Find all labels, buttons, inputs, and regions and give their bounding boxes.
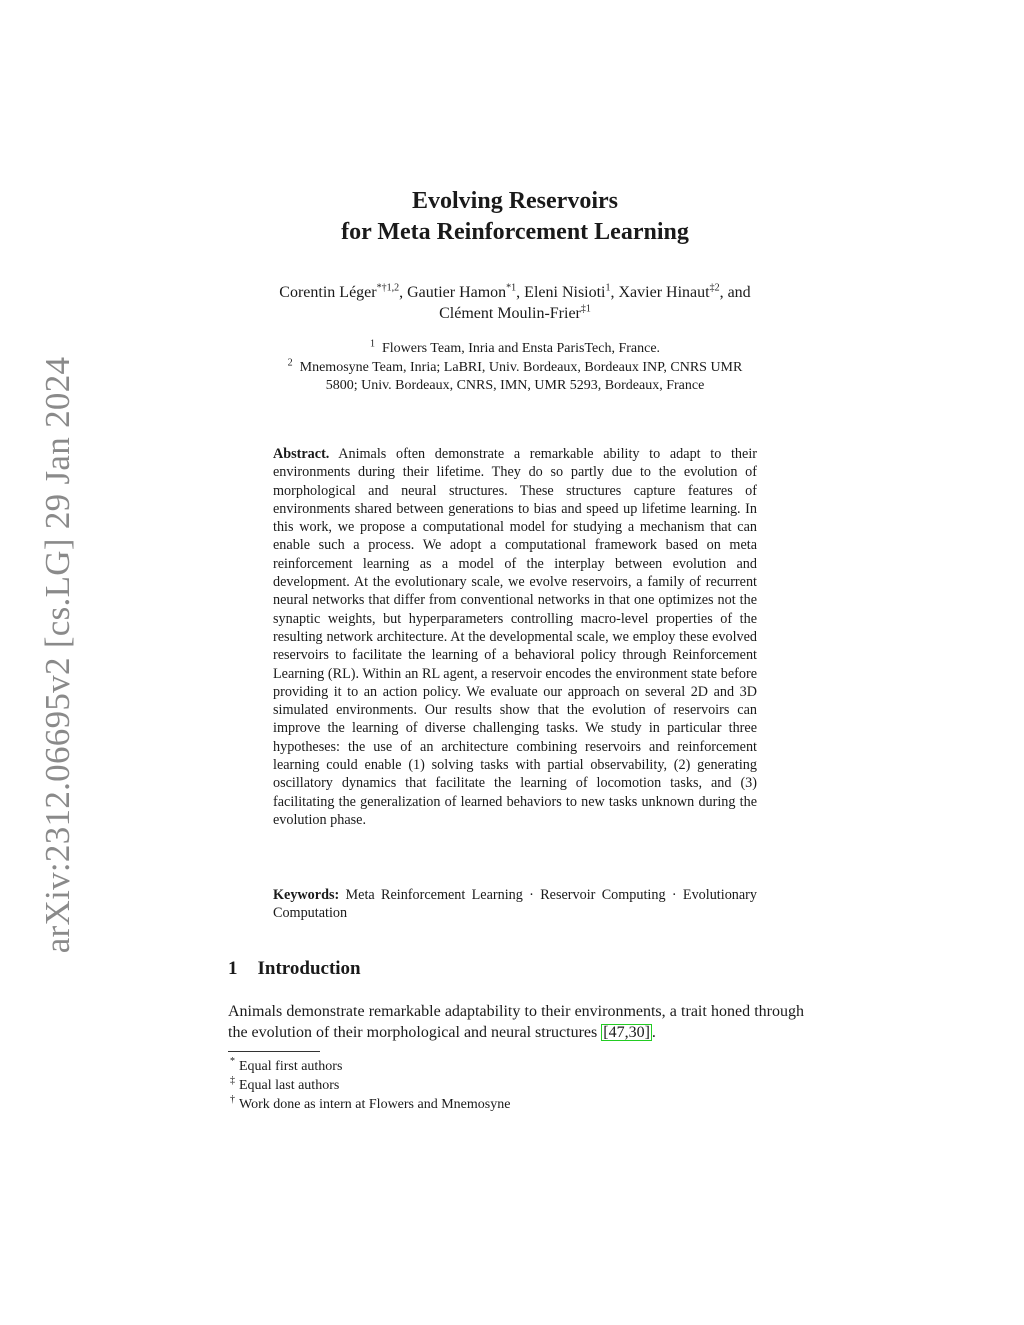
paper-title [0, 186, 1024, 248]
footnote-rule [228, 1051, 320, 1052]
abstract-label: Abstract. [273, 446, 330, 462]
footnote-text: Work done as intern at Flowers and Mnemosyne [239, 1097, 511, 1112]
keywords [273, 886, 757, 923]
citation-ref: 47 [608, 1024, 625, 1041]
affiliation-2-line-1: Mnemosyne Team, Inria; LaBRI, Univ. Bordeaux, Bordeaux INP, CNRS UMR [299, 359, 743, 375]
author-mark: ‡2 [709, 282, 720, 294]
affiliation-mark: 1 [369, 338, 375, 350]
author-mark: *†1,2 [376, 282, 400, 294]
citation-link[interactable]: [47,30] [603, 1024, 650, 1041]
author-mark: 1 [605, 282, 611, 294]
section-heading [228, 958, 361, 980]
intro-paragraph [228, 1001, 804, 1043]
footnote-symbol: * [230, 1056, 235, 1068]
keywords-label: Keywords: [273, 887, 340, 903]
keywords-text: Meta Reinforcement Learning · Reservoir Computing · Evolutionary Computation [273, 887, 757, 922]
abstract [273, 445, 757, 829]
author-name: Xavier Hinaut [618, 284, 710, 301]
author-mark: *1 [506, 282, 517, 294]
footnote-text: Equal last authors [239, 1078, 340, 1093]
author-name: Clément Moulin-Frier [439, 305, 581, 322]
arxiv-sidebar-stamp [18, 350, 98, 960]
title-line-1: Evolving Reservoirs [412, 188, 618, 214]
author-mark: ‡1 [580, 303, 591, 315]
footnote-symbol: ‡ [230, 1075, 235, 1087]
author-name: Gautier Hamon [407, 284, 507, 301]
footnote-symbol: † [230, 1094, 235, 1106]
section-number: 1 [228, 958, 238, 979]
affiliation-mark: 2 [287, 356, 293, 368]
affiliation-2-line-2: 5800; Univ. Bordeaux, CNRS, IMN, UMR 5293, Bordeaux, France [325, 378, 705, 393]
footnote [230, 1057, 510, 1076]
author-conjunction: , and [719, 284, 751, 301]
affiliations [0, 340, 1024, 396]
author-list: Corentin Léger$^{*\dagger 1,2}$, Gautier Hamon$^{*1}$, Eleni Nisioti$^1$, Xavier Hinaut$^{\ddagger 2}$, and Clément Moulin-Frier$^{\ddagger 1}$ [279, 282, 751, 322]
footnotes [230, 1057, 510, 1114]
citation-ref: 30 [628, 1024, 645, 1041]
affiliation-1: Flowers Team, Inria and Ensta ParisTech, France. [381, 341, 661, 356]
footnote [230, 1076, 510, 1095]
author-name: Eleni Nisioti [524, 284, 606, 301]
title-line-2: for Meta Reinforcement Learning [341, 219, 689, 245]
footnote [230, 1095, 510, 1114]
arxiv-id: arXiv:2312.06695v2 [cs.LG] 29 Jan 2024 [38, 356, 77, 954]
intro-text: Animals demonstrate remarkable adaptability to their environments, a trait honed through the evolution of their morphological and neural structures [228, 1003, 804, 1041]
footnote-text: Equal first authors [239, 1059, 343, 1074]
author-name: Corentin Léger [279, 284, 377, 301]
intro-end: . [651, 1024, 656, 1041]
section-title: Introduction [257, 958, 361, 979]
citation-separator: , [624, 1024, 629, 1041]
abstract-text: Animals often demonstrate a remarkable ability to adapt to their environments during their lifetime. They do so partly due to the evolution of morphological and neural structures. These structures capture features of environments shared between generations to bias and speed up lifetime learning. In this work, we propose a computational model for studying a mechanism that can enable such a process. We adopt a computational framework based on meta reinforcement learning as a model of the interplay between evolution and development. At the evolutionary scale, we evolve reservoirs, a family of recurrent neural networks that differ from conventional networks in that one optimizes not the synaptic weights, but hyperparameters controlling macro-level properties of the resulting network architecture. At the developmental scale, we employ these evolved reservoirs to facilitate the learning of a behavioral policy through Reinforcement Learning (RL). Within an RL agent, a reservoir encodes the environment state before providing it to an action policy. We evaluate our approach on several 2D and 3D simulated environments. Our results show that the evolution of reservoirs can improve the learning of diverse challenging tasks. We study in particular three hypotheses: the use of an architecture combining reservoirs and reinforcement learning could enable (1) solving tasks with partial observability, (2) generating oscillatory dynamics that facilitate the learning of locomotion tasks, and (3) facilitating the generalization of learned behaviors to new tasks unknown during the evolution phase. [273, 446, 757, 828]
